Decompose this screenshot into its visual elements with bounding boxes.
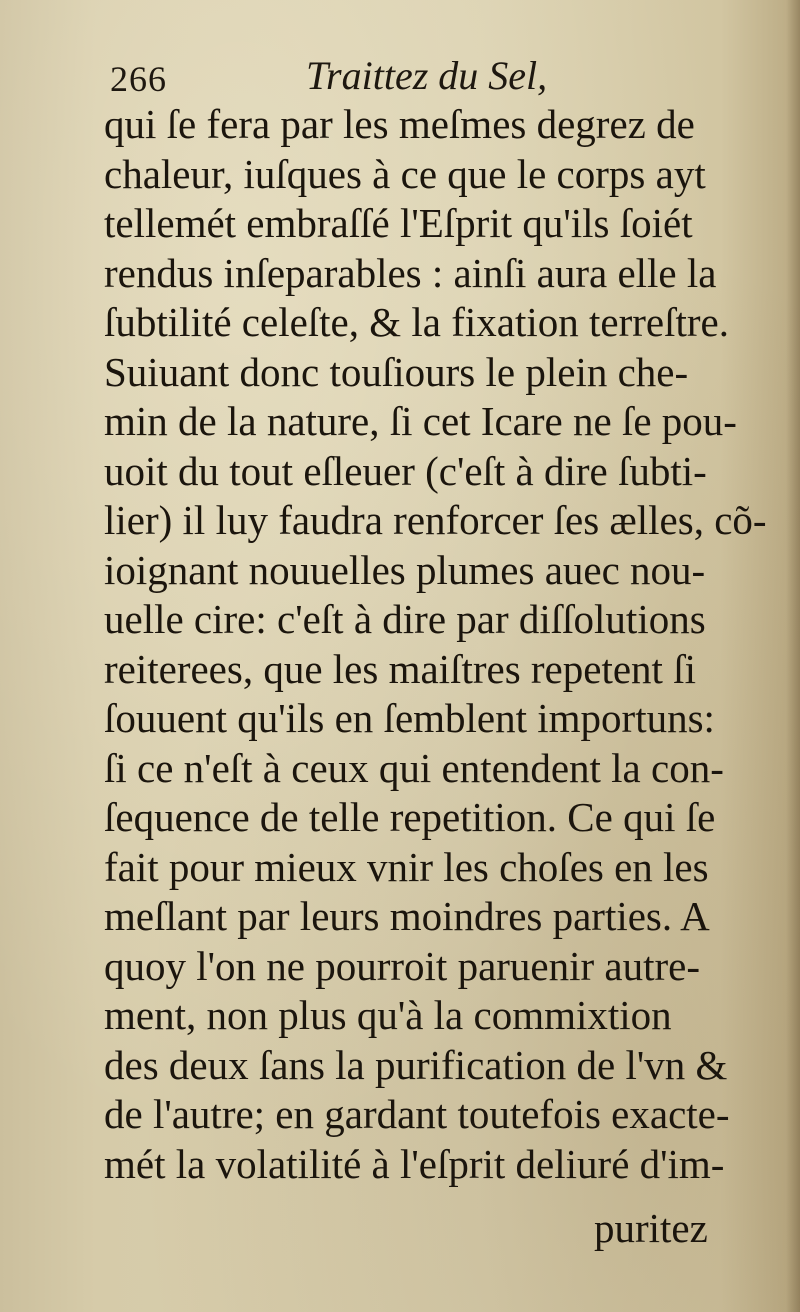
text-line: uelle cire: c'eſt à dire par diſſolutions — [104, 596, 706, 642]
catchword: puritez — [594, 1205, 708, 1251]
page-header — [110, 52, 630, 102]
body-text — [104, 100, 767, 1189]
text-line: de l'autre; en gardant toutefois exacte- — [104, 1091, 730, 1137]
text-line: lier) il luy faudra renforcer ſes ælles, cõ- — [104, 497, 767, 543]
text-line: ment, non plus qu'à la commixtion — [104, 992, 672, 1038]
text-line: Suiuant donc touſiours le plein che- — [104, 348, 689, 395]
running-title: Traittez du Sel, — [306, 53, 548, 98]
text-line: tellemét embraſſé l'Eſprit qu'ils ſoiét — [104, 200, 693, 246]
text-line: fait pour mieux vnir les choſes en les — [104, 843, 709, 890]
text-line: ioignant nouuelles plumes auec nou- — [104, 546, 706, 593]
text-line: ſi ce n'eſt à ceux qui entendent la con- — [104, 744, 724, 791]
text-line: min de la nature, ſi cet Icare ne ſe pou- — [104, 398, 737, 444]
page-edge-shadow — [786, 0, 800, 1312]
text-line: rendus inſeparables : ainſi aura elle la — [104, 249, 717, 296]
text-line: reiterees, que les maiſtres repetent ſi — [104, 645, 696, 692]
text-line: qui ſe fera par les meſmes degrez de — [104, 101, 695, 147]
text-line: uoit du tout eſleuer (c'eſt à dire ſubti- — [104, 447, 707, 494]
text-line: meſlant par leurs moindres parties. A — [104, 893, 710, 939]
text-line: des deux ſans la purification de l'vn & — [104, 1041, 728, 1088]
text-line: ſouuent qu'ils en ſemblent importuns: — [104, 695, 715, 741]
text-line: quoy l'on ne pourroit paruenir autre- — [104, 942, 701, 989]
text-line: ſubtilité celeſte, & la fixation terreſtre. — [104, 299, 729, 345]
text-line: ſequence de telle repetition. Ce qui ſe — [104, 794, 716, 840]
text-line: mét la volatilité à l'eſprit deliuré d'im- — [104, 1140, 725, 1187]
page-number: 266 — [110, 59, 167, 99]
text-line: chaleur, iuſques à ce que le corps ayt — [104, 150, 706, 197]
